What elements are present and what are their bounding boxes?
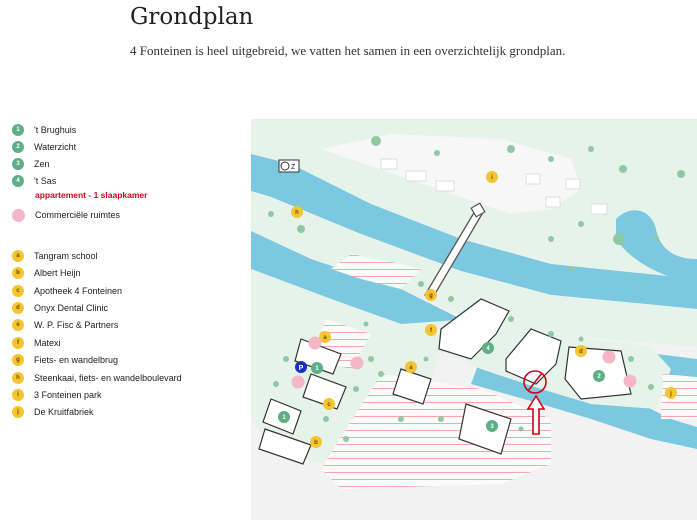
- legend-label: 't Sas: [34, 176, 57, 186]
- map-marker-commercial[interactable]: [624, 375, 637, 388]
- building-marker-icon: 1: [12, 124, 24, 136]
- legend-label: Fiets- en wandelbrug: [34, 355, 119, 365]
- compass-label: Z: [291, 164, 296, 171]
- legend-label: Apotheek 4 Fonteinen: [34, 286, 123, 296]
- map-marker-label: 2: [597, 374, 601, 380]
- place-marker-icon: c: [12, 285, 24, 297]
- map-marker-commercial[interactable]: [292, 376, 305, 389]
- legend-item-matexi: [12, 336, 61, 350]
- legend-item-apotheek: [12, 284, 122, 298]
- legend-item-tangram: [12, 249, 98, 263]
- page-title: Grondplan: [130, 4, 254, 30]
- map-marker-label: d: [579, 349, 583, 355]
- map-marker-label: i: [491, 175, 493, 181]
- map-canvas: [251, 119, 697, 520]
- north-building: [526, 174, 540, 184]
- map-marker-label: g: [429, 293, 433, 299]
- place-marker-icon: a: [12, 250, 24, 262]
- map-marker-label: 3: [490, 424, 494, 430]
- place-marker-icon: g: [12, 354, 24, 366]
- building-marker-icon: 4: [12, 175, 24, 187]
- building-marker-icon: 3: [12, 158, 24, 170]
- place-marker-icon: f: [12, 337, 24, 349]
- legend-item-albert-heijn: [12, 266, 81, 280]
- map-marker-commercial[interactable]: [603, 351, 616, 364]
- floor-plan-map[interactable]: [251, 119, 697, 520]
- apartment-annotation: appartement - 1 slaapkamer: [35, 190, 148, 200]
- legend-label: Albert Heijn: [34, 268, 81, 278]
- legend-item-steenkaai: [12, 371, 182, 385]
- legend-item-sas: [12, 174, 56, 188]
- legend-item-onyx: [12, 301, 108, 315]
- map-marker-label: c: [327, 402, 331, 408]
- legend-label: Steenkaai, fiets- en wandelboulevard: [34, 373, 182, 383]
- legend-label: Matexi: [34, 338, 61, 348]
- place-marker-icon: h: [12, 372, 24, 384]
- legend-item-kruitfabriek: [12, 405, 94, 419]
- north-building: [566, 179, 580, 189]
- place-marker-icon: i: [12, 389, 24, 401]
- legend-item-brug: [12, 353, 118, 367]
- north-building: [381, 159, 397, 169]
- map-marker-label: 4: [486, 346, 490, 352]
- legend-item-park: [12, 388, 102, 402]
- map-marker-label: h: [295, 210, 299, 216]
- place-marker-icon: j: [12, 406, 24, 418]
- legend-item-wp-fisc: [12, 318, 118, 332]
- commercial-marker-icon: [12, 209, 25, 222]
- map-marker-label: 1: [282, 415, 286, 421]
- map-marker-commercial[interactable]: [309, 337, 322, 350]
- legend-item-commercial: [12, 208, 120, 222]
- legend-item-brughuis: [12, 123, 76, 137]
- legend-label: Zen: [34, 159, 50, 169]
- place-marker-icon: d: [12, 302, 24, 314]
- map-marker-label: a: [409, 365, 413, 371]
- north-building: [591, 204, 607, 214]
- page-subtitle: 4 Fonteinen is heel uitgebreid, we vatten het samen in een overzichtelijk grondplan.: [130, 43, 566, 58]
- legend-label: Onyx Dental Clinic: [34, 303, 109, 313]
- parking-label: P: [298, 365, 304, 372]
- map-marker-label: 1: [315, 366, 319, 372]
- legend-label: W. P. Fisc & Partners: [34, 320, 119, 330]
- north-building: [436, 181, 454, 191]
- legend-label: Commerciële ruimtes: [35, 210, 121, 220]
- legend-item-waterzicht: [12, 140, 76, 154]
- map-marker-label: f: [430, 328, 432, 334]
- north-building: [546, 197, 560, 207]
- legend-label: 3 Fonteinen park: [34, 390, 102, 400]
- map-marker-commercial[interactable]: [351, 357, 364, 370]
- legend-label: Waterzicht: [34, 142, 77, 152]
- map-marker-label: b: [314, 440, 318, 446]
- legend-label: 't Brughuis: [34, 125, 77, 135]
- north-building: [406, 171, 426, 181]
- legend-item-zen: [12, 157, 50, 171]
- legend-label: De Kruitfabriek: [34, 407, 94, 417]
- place-marker-icon: e: [12, 319, 24, 331]
- map-marker-label: a: [323, 335, 327, 341]
- map-marker-label: j: [670, 391, 672, 397]
- place-marker-icon: b: [12, 267, 24, 279]
- legend-label: Tangram school: [34, 251, 98, 261]
- building-marker-icon: 2: [12, 141, 24, 153]
